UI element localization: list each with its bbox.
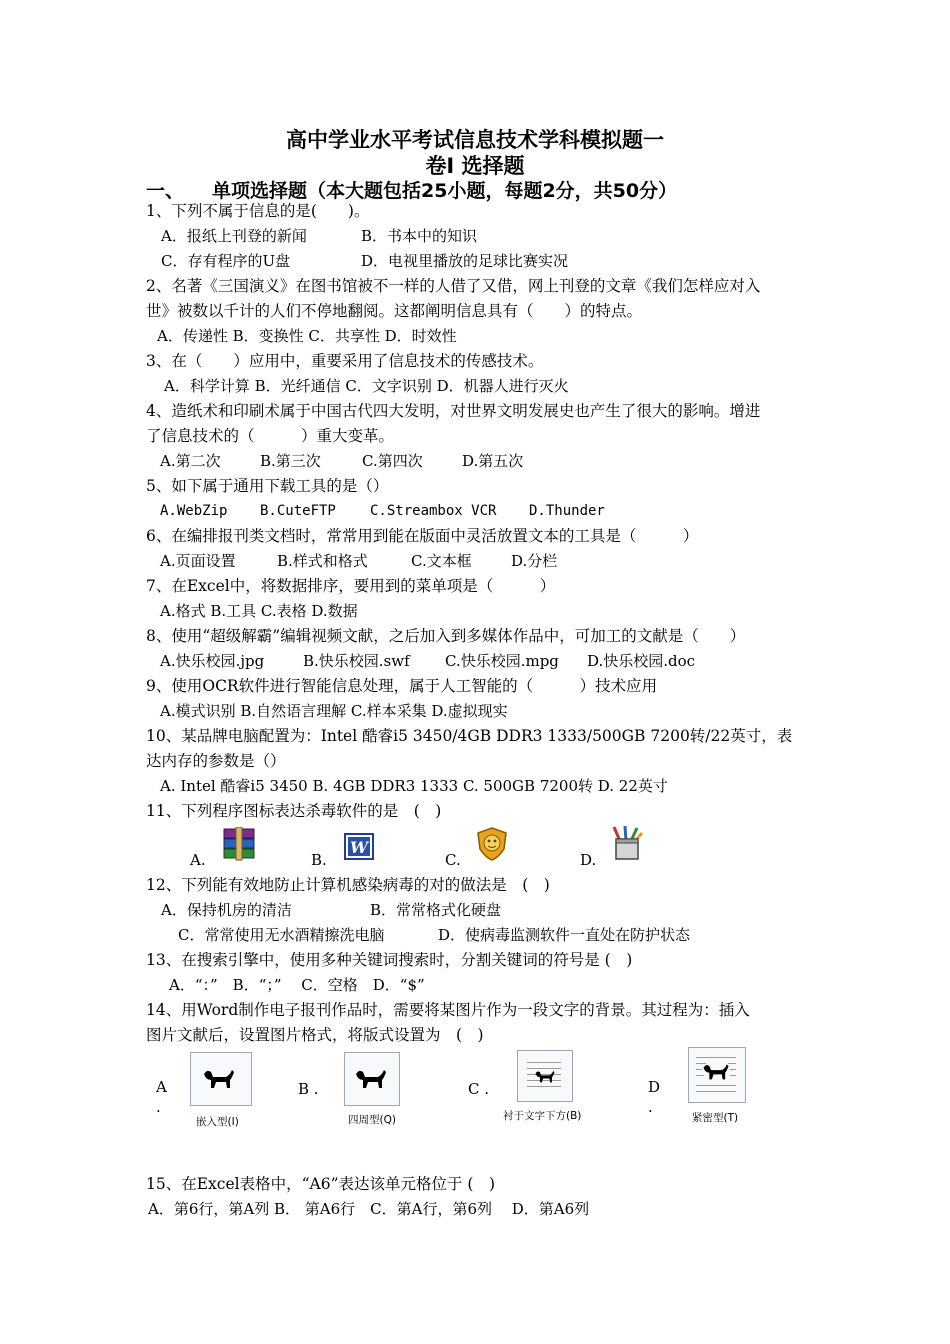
q12-option-c: C．常常使用无水酒精擦洗电脑 — [178, 926, 385, 944]
section-number: 一、 — [146, 180, 185, 202]
winrar-icon — [220, 827, 260, 861]
q5-stem: 5、如下属于通用下载工具的是（） — [146, 477, 389, 495]
q4-option-c: C.第四次 — [362, 452, 423, 470]
q14-option-d-dot: . — [648, 1098, 653, 1116]
pencil-cup-icon — [610, 825, 644, 861]
q4-option-b: B.第三次 — [260, 452, 321, 470]
q14-option-b-letter: B . — [298, 1080, 319, 1098]
dog-icon — [533, 1068, 557, 1084]
q6-option-a: A.页面设置 — [160, 552, 236, 570]
q1-option-b: B．书本中的知识 — [361, 227, 478, 245]
q13-options: A．“：” B．“；” C．空格 D．“$” — [169, 976, 425, 994]
q14-option-a-letter: A — [156, 1078, 167, 1096]
q8-option-d: D.快乐校园.doc — [587, 652, 696, 670]
q14-line1: 14、用Word制作电子报刊作品时，需要将某图片作为一段文字的背景。其过程为：插入 — [146, 1001, 750, 1019]
q5-option-c: C.Streambox VCR — [370, 503, 497, 519]
dog-icon — [352, 1066, 390, 1090]
q14-option-c-letter: C . — [468, 1080, 490, 1098]
q14-caption-a: 嵌入型(I) — [196, 1116, 239, 1128]
q14-line2: 图片文献后，设置图片格式，将版式设置为 ( ) — [146, 1026, 484, 1044]
q11-option-b-label: B. — [311, 851, 327, 869]
q1-option-c: C．存有程序的U盘 — [161, 252, 291, 270]
q8-option-b: B.快乐校园.swf — [303, 652, 410, 670]
q3-stem: 3、在（ ）应用中，重要采用了信息技术的传感技术。 — [146, 352, 544, 370]
q11-option-d-label: D. — [580, 851, 597, 869]
q8-stem: 8、使用“超级解霸”编辑视频文献，之后加入到多媒体作品中，可加工的文献是（ ） — [146, 627, 746, 645]
q6-option-c: C.文本框 — [411, 552, 472, 570]
q8-option-c: C.快乐校园.mpg — [445, 652, 559, 670]
q14-option-d-letter: D — [648, 1078, 661, 1096]
word-icon — [344, 833, 374, 860]
q1-option-d: D．电视里播放的足球比赛实况 — [361, 252, 569, 270]
inline-layout-option — [186, 1052, 256, 1130]
q11-stem: 11、下列程序图标表达杀毒软件的是 ( ) — [146, 802, 442, 820]
q2-line2: 世》被数以千计的人们不停地翻阅。这都阐明信息具有（ ）的特点。 — [146, 302, 643, 320]
q12-option-b: B．常常格式化硬盘 — [370, 901, 502, 919]
dog-icon — [700, 1061, 732, 1081]
q6-option-b: B.样式和格式 — [277, 552, 368, 570]
svg-text:W: W — [350, 838, 368, 857]
q12-stem: 12、下列能有效地防止计算机感染病毒的对的做法是 ( ) — [146, 876, 550, 894]
q9-stem: 9、使用OCR软件进行智能信息处理，属于人工智能的（ ）技术应用 — [146, 677, 658, 695]
q9-options: A.模式识别 B.自然语言理解 C.样本采集 D.虚拟现实 — [160, 702, 508, 720]
q14-caption-d: 紧密型(T) — [692, 1112, 739, 1124]
section-heading: 单项选择题（本大题包括25小题，每题2分，共50分） — [212, 180, 678, 202]
exam-subtitle: 卷Ⅰ 选择题 — [425, 154, 525, 178]
q1-option-a: A．报纸上刊登的新闻 — [161, 227, 307, 245]
q4-line1: 4、造纸术和印刷术属于中国古代四大发明，对世界文明发展史也产生了很大的影响。增进 — [146, 402, 761, 420]
q10-line2: 达内存的参数是（） — [146, 752, 286, 770]
q14-caption-b: 四周型(Q) — [348, 1114, 396, 1126]
q7-options: A.格式 B.工具 C.表格 D.数据 — [160, 602, 358, 620]
q12-option-a: A．保持机房的清洁 — [161, 901, 292, 919]
q4-option-d: D.第五次 — [462, 452, 524, 470]
q5-option-d: D.Thunder — [529, 503, 605, 519]
q3-options: A．科学计算 B．光纤通信 C．文字识别 D．机器人进行灭火 — [164, 377, 569, 395]
dog-icon — [200, 1066, 238, 1090]
q2-options: A．传递性 B．变换性 C．共享性 D．时效性 — [157, 327, 457, 345]
q15-options: A．第6行，第A列 B． 第A6行 C．第A行，第6列 D．第A6列 — [148, 1200, 590, 1218]
q11-option-c-label: C. — [445, 851, 461, 869]
exam-title: 高中学业水平考试信息技术学科模拟题一 — [286, 128, 664, 152]
q2-line1: 2、名著《三国演义》在图书馆被不一样的人借了又借，网上刊登的文章《我们怎样应对入 — [146, 277, 761, 295]
q14-caption-c: 衬于文字下方(B) — [503, 1110, 582, 1122]
square-layout-option — [340, 1052, 410, 1130]
q8-option-a: A.快乐校园.jpg — [160, 652, 265, 670]
q11-option-a-label: A. — [190, 851, 206, 869]
q5-option-b: B.CuteFTP — [260, 503, 336, 519]
q15-stem: 15、在Excel表格中，“A6”表达该单元格位于 ( ) — [146, 1175, 496, 1193]
q12-option-d: D．使病毒监测软件一直处在防护状态 — [438, 926, 691, 944]
q6-stem: 6、在编排报刊类文档时，常常用到能在版面中灵活放置文本的工具是（ ） — [146, 527, 699, 545]
q1-stem: 1、下列不属于信息的是( )。 — [146, 202, 370, 220]
behind-text-layout-option — [503, 1050, 598, 1128]
q4-option-a: A.第二次 — [160, 452, 221, 470]
tight-layout-option — [684, 1047, 756, 1127]
q10-line1: 10、某品牌电脑配置为：Intel 酷睿i5 3450/4GB DDR3 1333/500GB 7200转/22英寸，表 — [146, 727, 793, 745]
q4-line2: 了信息技术的（ ）重大变革。 — [146, 427, 395, 445]
q6-option-d: D.分栏 — [511, 552, 558, 570]
q10-options: A. Intel 酷睿i5 3450 B. 4GB DDR3 1333 C. 500GB 7200转 D. 22英寸 — [160, 777, 668, 795]
q14-option-a-dot: . — [156, 1098, 161, 1116]
q13-stem: 13、在搜索引擎中，使用多种关键词搜索时，分割关键词的符号是 ( ) — [146, 951, 633, 969]
q5-option-a: A.WebZip — [160, 503, 228, 519]
q7-stem: 7、在Excel中，将数据排序，要用到的菜单项是（ ） — [146, 577, 556, 595]
antivirus-shield-icon — [476, 827, 508, 861]
